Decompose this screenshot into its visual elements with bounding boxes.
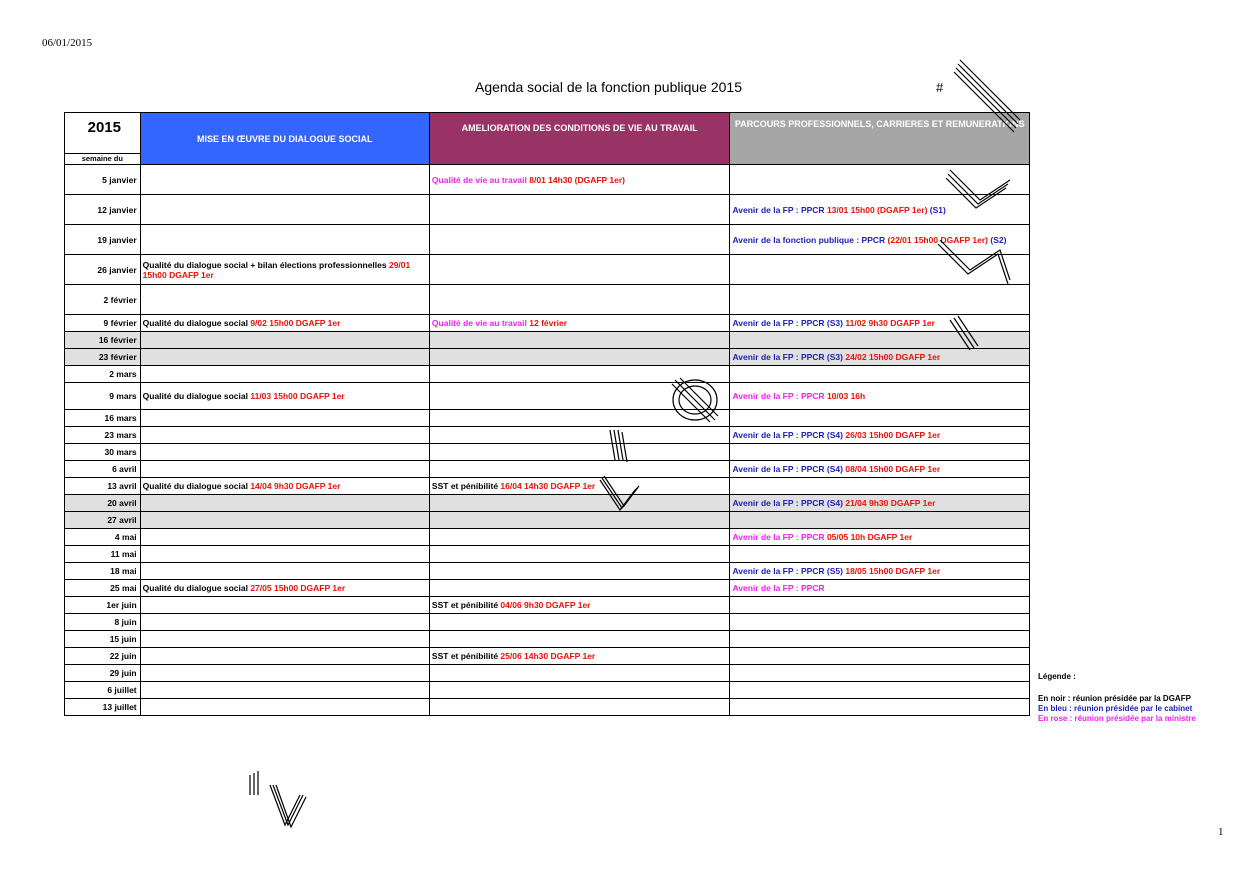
agenda-cell-a (140, 495, 429, 512)
legend-item-black: En noir : réunion présidée par la DGAFP (1038, 694, 1191, 703)
week-cell: 15 juin (65, 631, 141, 648)
week-cell: 25 mai (65, 580, 141, 597)
table-row (65, 631, 1030, 648)
agenda-cell-b (429, 682, 730, 699)
week-cell: 13 avril (65, 478, 141, 495)
agenda-cell-c (730, 682, 1030, 699)
meeting-text: Qualité du dialogue social (142, 318, 251, 328)
agenda-cell-b (429, 444, 730, 461)
week-cell: 1er juin (65, 597, 141, 614)
agenda-cell-c (730, 614, 1030, 631)
legend-title: Légende : (1038, 672, 1076, 681)
table-row (65, 383, 1030, 410)
table-row (65, 255, 1030, 285)
agenda-cell-a (140, 546, 429, 563)
agenda-cell-c (730, 631, 1030, 648)
meeting-text: 11/03 15h00 DGAFP 1er (250, 391, 345, 401)
document-date: 06/01/2015 (42, 37, 93, 49)
agenda-cell-a (140, 461, 429, 478)
agenda-cell-a (140, 478, 429, 495)
week-cell: 23 février (65, 349, 141, 366)
meeting-text: 08/04 15h00 DGAFP 1er (845, 464, 941, 474)
agenda-cell-c (730, 225, 1030, 255)
agenda-cell-c (730, 410, 1030, 427)
agenda-cell-a (140, 315, 429, 332)
table-row (65, 444, 1030, 461)
agenda-cell-c (730, 427, 1030, 444)
week-cell: 27 avril (65, 512, 141, 529)
agenda-cell-b (429, 383, 730, 410)
agenda-cell-b (429, 529, 730, 546)
meeting-text: Avenir de la FP : PPCR (S3) (732, 352, 846, 362)
agenda-cell-c (730, 255, 1030, 285)
table-row (65, 165, 1030, 195)
agenda-table (64, 112, 1030, 716)
agenda-cell-a (140, 285, 429, 315)
table-row (65, 699, 1030, 716)
meeting-text: Avenir de la FP : PPCR (732, 532, 827, 542)
meeting-text: 29/01 15h00 DGAFP 1er (142, 259, 411, 280)
meeting-text: 04/06 9h30 DGAFP 1er (500, 600, 591, 610)
agenda-cell-b (429, 332, 730, 349)
agenda-cell-a (140, 512, 429, 529)
meeting-text: 14/04 9h30 DGAFP 1er (250, 481, 341, 491)
week-cell: 22 juin (65, 648, 141, 665)
agenda-cell-a (140, 682, 429, 699)
page-title: Agenda social de la fonction publique 2015 (475, 79, 742, 95)
agenda-cell-c (730, 648, 1030, 665)
table-row (65, 546, 1030, 563)
agenda-cell-a (140, 383, 429, 410)
agenda-cell-c (730, 478, 1030, 495)
meeting-text: (22/01 15h00 DGAFP 1er) (887, 234, 988, 245)
agenda-cell-c (730, 366, 1030, 383)
agenda-cell-c (730, 332, 1030, 349)
week-cell: 30 mars (65, 444, 141, 461)
table-row (65, 648, 1030, 665)
agenda-cell-c (730, 195, 1030, 225)
table-row (65, 225, 1030, 255)
agenda-cell-b (429, 410, 730, 427)
table-row (65, 366, 1030, 383)
week-cell: 11 mai (65, 546, 141, 563)
agenda-cell-a (140, 444, 429, 461)
agenda-cell-b (429, 225, 730, 255)
agenda-cell-b (429, 285, 730, 315)
table-row (65, 580, 1030, 597)
agenda-cell-a (140, 529, 429, 546)
header-parcours-professionnels: PARCOURS PROFESSIONNELS, CARRIERES ET REMUNERATIONS (730, 113, 1030, 165)
agenda-cell-c (730, 315, 1030, 332)
agenda-cell-b (429, 631, 730, 648)
agenda-cell-c (730, 444, 1030, 461)
week-cell: 5 janvier (65, 165, 141, 195)
meeting-text: 05/05 10h DGAFP 1er (826, 532, 913, 542)
agenda-cell-b (429, 495, 730, 512)
agenda-cell-a (140, 410, 429, 427)
week-cell: 6 juillet (65, 682, 141, 699)
meeting-text: Qualité du dialogue social + bilan élections professionnelles (142, 259, 389, 270)
agenda-cell-c (730, 546, 1030, 563)
meeting-text: SST et pénibilité (431, 481, 501, 491)
meeting-text: Qualité de vie au travail (431, 318, 530, 328)
meeting-text: Qualité de vie au travail (431, 174, 530, 185)
agenda-cell-c (730, 597, 1030, 614)
agenda-cell-a (140, 225, 429, 255)
agenda-cell-b (429, 461, 730, 478)
week-cell: 16 février (65, 332, 141, 349)
agenda-cell-c (730, 665, 1030, 682)
header-conditions-vie-travail: AMELIORATION DES CONDITIONS DE VIE AU TRAVAIL (429, 113, 730, 165)
agenda-cell-b (429, 315, 730, 332)
meeting-text: 24/02 15h00 DGAFP 1er (845, 352, 941, 362)
year-header-cell (65, 113, 141, 165)
table-row (65, 349, 1030, 366)
table-row (65, 512, 1030, 529)
agenda-cell-a (140, 427, 429, 444)
agenda-cell-c (730, 529, 1030, 546)
meeting-text: Avenir de la FP : PPCR (732, 204, 827, 215)
meeting-text: (S1) (927, 204, 946, 215)
meeting-text: (S2) (988, 234, 1007, 245)
table-row (65, 410, 1030, 427)
meeting-text: 9/02 15h00 DGAFP 1er (250, 318, 341, 328)
meeting-text: Qualité du dialogue social (142, 481, 251, 491)
agenda-cell-b (429, 546, 730, 563)
year-label: 2015 (87, 119, 121, 136)
meeting-text: 10/03 16h (826, 391, 866, 401)
agenda-cell-a (140, 563, 429, 580)
meeting-text: 26/03 15h00 DGAFP 1er (845, 430, 941, 440)
table-row (65, 427, 1030, 444)
week-cell: 2 février (65, 285, 141, 315)
agenda-cell-b (429, 165, 730, 195)
agenda-cell-a (140, 699, 429, 716)
legend-item-pink: En rose : réunion présidée par la ministre (1038, 714, 1196, 723)
week-cell: 26 janvier (65, 255, 141, 285)
table-row (65, 285, 1030, 315)
table-row (65, 665, 1030, 682)
meeting-text: Avenir de la FP : PPCR (732, 391, 827, 401)
agenda-cell-b (429, 699, 730, 716)
agenda-cell-b (429, 614, 730, 631)
agenda-cell-b (429, 478, 730, 495)
agenda-cell-c (730, 512, 1030, 529)
meeting-text: 27/05 15h00 DGAFP 1er (250, 583, 346, 593)
table-row (65, 563, 1030, 580)
table-row (65, 461, 1030, 478)
meeting-text: 21/04 9h30 DGAFP 1er (845, 498, 936, 508)
week-cell: 23 mars (65, 427, 141, 444)
table-row (65, 332, 1030, 349)
week-cell: 13 juillet (65, 699, 141, 716)
meeting-text: 25/06 14h30 DGAFP 1er (500, 651, 596, 661)
agenda-cell-a (140, 255, 429, 285)
meeting-text: Avenir de la FP : PPCR (S4) (732, 498, 846, 508)
meeting-text: Qualité du dialogue social (142, 583, 251, 593)
meeting-text: SST et pénibilité (431, 600, 501, 610)
meeting-text: 12 février (529, 318, 568, 328)
agenda-cell-a (140, 648, 429, 665)
week-cell: 2 mars (65, 366, 141, 383)
agenda-cell-a (140, 614, 429, 631)
agenda-cell-b (429, 366, 730, 383)
agenda-cell-b (429, 427, 730, 444)
agenda-cell-a (140, 597, 429, 614)
meeting-text: Avenir de la FP : PPCR (S3) (732, 318, 846, 328)
legend (1038, 672, 1208, 724)
meeting-text: 11/02 9h30 DGAFP 1er (845, 318, 935, 328)
page-number: 1 (1218, 826, 1224, 838)
agenda-cell-c (730, 461, 1030, 478)
table-row (65, 682, 1030, 699)
agenda-cell-b (429, 597, 730, 614)
agenda-cell-c (730, 495, 1030, 512)
agenda-cell-b (429, 580, 730, 597)
week-cell: 8 juin (65, 614, 141, 631)
week-cell: 18 mai (65, 563, 141, 580)
week-cell: 4 mai (65, 529, 141, 546)
meeting-text: Avenir de la FP : PPCR (S4) (732, 464, 846, 474)
meeting-text: Avenir de la FP : PPCR (S5) (732, 566, 846, 576)
agenda-cell-c (730, 580, 1030, 597)
week-cell: 9 mars (65, 383, 141, 410)
agenda-cell-c (730, 383, 1030, 410)
week-cell: 29 juin (65, 665, 141, 682)
agenda-cell-b (429, 512, 730, 529)
agenda-cell-a (140, 195, 429, 225)
agenda-cell-b (429, 665, 730, 682)
week-cell: 20 avril (65, 495, 141, 512)
agenda-cell-b (429, 563, 730, 580)
table-row (65, 315, 1030, 332)
agenda-cell-a (140, 366, 429, 383)
agenda-cell-a (140, 665, 429, 682)
agenda-cell-a (140, 165, 429, 195)
agenda-cell-a (140, 332, 429, 349)
agenda-cell-a (140, 631, 429, 648)
agenda-cell-b (429, 255, 730, 285)
meeting-text: SST et pénibilité (431, 651, 501, 661)
agenda-cell-b (429, 349, 730, 366)
meeting-text: Avenir de la fonction publique : PPCR (732, 234, 888, 245)
header-dialogue-social: MISE EN ŒUVRE DU DIALOGUE SOCIAL (140, 113, 429, 165)
legend-item-blue: En bleu : réunion présidée par le cabinet (1038, 704, 1193, 713)
week-cell: 6 avril (65, 461, 141, 478)
agenda-cell-c (730, 285, 1030, 315)
agenda-cell-c (730, 563, 1030, 580)
agenda-cell-a (140, 580, 429, 597)
week-cell: 16 mars (65, 410, 141, 427)
agenda-cell-c (730, 349, 1030, 366)
table-row (65, 478, 1030, 495)
agenda-cell-b (429, 195, 730, 225)
hash-mark: # (936, 80, 944, 95)
meeting-text: 16/04 14h30 DGAFP 1er (500, 481, 596, 491)
week-cell: 9 février (65, 315, 141, 332)
meeting-text: 8/01 14h30 (DGAFP 1er) (529, 174, 625, 185)
meeting-text: Avenir de la FP : PPCR (S4) (732, 430, 846, 440)
week-cell: 19 janvier (65, 225, 141, 255)
handwritten-scribble-bottom (240, 765, 320, 845)
agenda-cell-b (429, 648, 730, 665)
table-row (65, 529, 1030, 546)
agenda-cell-c (730, 165, 1030, 195)
agenda-body (65, 165, 1030, 716)
meeting-text: 18/05 15h00 DGAFP 1er (845, 566, 941, 576)
table-header-row (65, 113, 1030, 165)
agenda-cell-a (140, 349, 429, 366)
table-row (65, 614, 1030, 631)
agenda-cell-c (730, 699, 1030, 716)
table-row (65, 195, 1030, 225)
week-cell: 12 janvier (65, 195, 141, 225)
table-row (65, 597, 1030, 614)
table-row (65, 495, 1030, 512)
meeting-text: Avenir de la FP : PPCR (732, 583, 825, 593)
meeting-text: Qualité du dialogue social (142, 391, 251, 401)
meeting-text: 13/01 15h00 (DGAFP 1er) (826, 204, 928, 215)
week-column-label: semaine du (65, 153, 140, 163)
